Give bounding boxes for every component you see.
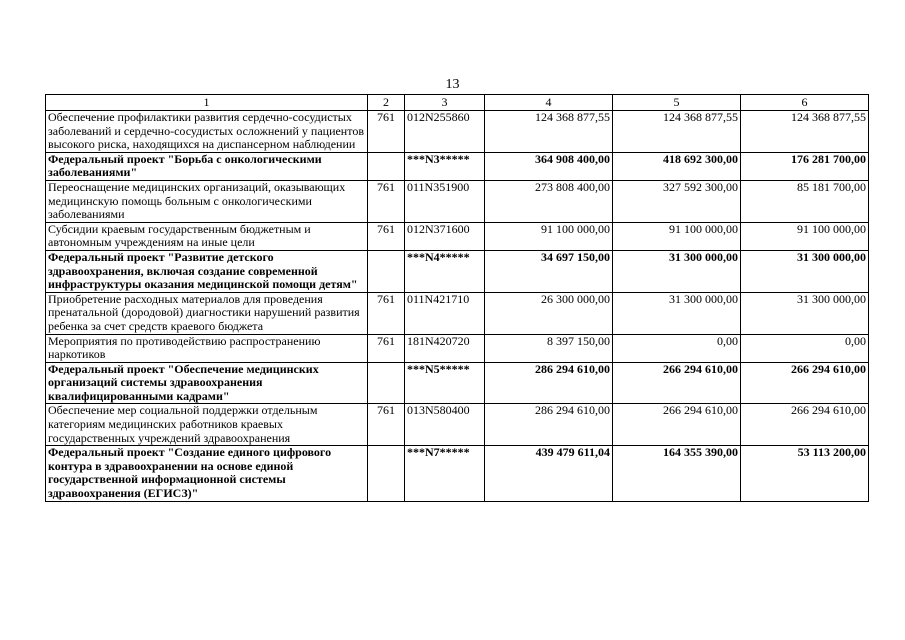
row-name: Обеспечение профилактики развития сердечно-сосудистых заболеваний и сердечно-сосудистых осложнений у пациентов высокого риска, находящихся на диспансерном наблюдении xyxy=(46,111,368,153)
row-code: 181N420720 xyxy=(405,334,485,362)
row-name: Приобретение расходных материалов для проведения пренатальной (дородовой) диагностики нарушений развития ребенка за счет средств краевого бюджета xyxy=(46,292,368,334)
row-grbs xyxy=(368,152,405,180)
row-amount-3: 266 294 610,00 xyxy=(741,362,869,404)
row-name: Субсидии краевым государственным бюджетным и автономным учреждениям на иные цели xyxy=(46,222,368,250)
row-code: ***N4***** xyxy=(405,250,485,292)
column-header-1: 1 xyxy=(46,95,368,111)
row-amount-2: 164 355 390,00 xyxy=(613,446,741,501)
row-amount-2: 266 294 610,00 xyxy=(613,362,741,404)
row-amount-3: 31 300 000,00 xyxy=(741,292,869,334)
table-row xyxy=(46,152,869,180)
row-amount-2: 91 100 000,00 xyxy=(613,222,741,250)
row-amount-1: 286 294 610,00 xyxy=(485,362,613,404)
row-amount-1: 364 908 400,00 xyxy=(485,152,613,180)
row-grbs xyxy=(368,250,405,292)
column-header-3: 3 xyxy=(405,95,485,111)
row-amount-3: 266 294 610,00 xyxy=(741,404,869,446)
row-grbs: 761 xyxy=(368,111,405,153)
table-row xyxy=(46,250,869,292)
row-amount-1: 91 100 000,00 xyxy=(485,222,613,250)
table-row xyxy=(46,362,869,404)
row-amount-1: 286 294 610,00 xyxy=(485,404,613,446)
row-amount-2: 0,00 xyxy=(613,334,741,362)
row-grbs xyxy=(368,362,405,404)
row-amount-1: 26 300 000,00 xyxy=(485,292,613,334)
table-row xyxy=(46,292,869,334)
row-code: ***N3***** xyxy=(405,152,485,180)
row-code: ***N7***** xyxy=(405,446,485,501)
row-amount-3: 176 281 700,00 xyxy=(741,152,869,180)
table-row xyxy=(46,446,869,501)
row-grbs: 761 xyxy=(368,292,405,334)
row-amount-3: 124 368 877,55 xyxy=(741,111,869,153)
row-amount-2: 266 294 610,00 xyxy=(613,404,741,446)
column-header-2: 2 xyxy=(368,95,405,111)
row-grbs xyxy=(368,446,405,501)
row-amount-1: 273 808 400,00 xyxy=(485,180,613,222)
row-code: ***N5***** xyxy=(405,362,485,404)
row-grbs: 761 xyxy=(368,404,405,446)
row-grbs: 761 xyxy=(368,222,405,250)
row-amount-1: 439 479 611,04 xyxy=(485,446,613,501)
row-amount-1: 34 697 150,00 xyxy=(485,250,613,292)
column-header-4: 4 xyxy=(485,95,613,111)
page-number: 13 xyxy=(445,77,460,92)
column-header-6: 6 xyxy=(741,95,869,111)
row-amount-2: 418 692 300,00 xyxy=(613,152,741,180)
row-name: Федеральный проект "Развитие детского здравоохранения, включая создание современной инфраструктуры оказания медицинской помощи детям" xyxy=(46,250,368,292)
row-code: 013N580400 xyxy=(405,404,485,446)
row-amount-3: 53 113 200,00 xyxy=(741,446,869,501)
budget-table xyxy=(45,94,869,502)
row-code: 011N351900 xyxy=(405,180,485,222)
row-amount-2: 31 300 000,00 xyxy=(613,292,741,334)
row-amount-2: 124 368 877,55 xyxy=(613,111,741,153)
row-amount-1: 8 397 150,00 xyxy=(485,334,613,362)
table-row xyxy=(46,180,869,222)
row-amount-1: 124 368 877,55 xyxy=(485,111,613,153)
column-header-5: 5 xyxy=(613,95,741,111)
row-amount-3: 31 300 000,00 xyxy=(741,250,869,292)
row-amount-2: 31 300 000,00 xyxy=(613,250,741,292)
row-code: 012N371600 xyxy=(405,222,485,250)
row-name: Переоснащение медицинских организаций, оказывающих медицинскую помощь больным с онкологическими заболеваниями xyxy=(46,180,368,222)
table-row xyxy=(46,404,869,446)
row-name: Обеспечение мер социальной поддержки отдельным категориям медицинских работников краевых государственных учреждений здравоохранения xyxy=(46,404,368,446)
table-row xyxy=(46,222,869,250)
row-code: 011N421710 xyxy=(405,292,485,334)
row-name: Федеральный проект "Борьба с онкологическими заболеваниями" xyxy=(46,152,368,180)
row-name: Федеральный проект "Обеспечение медицинских организаций системы здравоохранения квалифицированными кадрами" xyxy=(46,362,368,404)
row-code: 012N255860 xyxy=(405,111,485,153)
table-header-row xyxy=(46,95,869,111)
row-amount-3: 85 181 700,00 xyxy=(741,180,869,222)
row-amount-2: 327 592 300,00 xyxy=(613,180,741,222)
row-grbs: 761 xyxy=(368,180,405,222)
row-grbs: 761 xyxy=(368,334,405,362)
row-amount-3: 0,00 xyxy=(741,334,869,362)
table-row xyxy=(46,111,869,153)
row-name: Мероприятия по противодействию распространению наркотиков xyxy=(46,334,368,362)
table-row xyxy=(46,334,869,362)
row-amount-3: 91 100 000,00 xyxy=(741,222,869,250)
row-name: Федеральный проект "Создание единого цифрового контура в здравоохранении на основе единой государственной информационной системы здравоохранения (ЕГИСЗ)" xyxy=(46,446,368,501)
